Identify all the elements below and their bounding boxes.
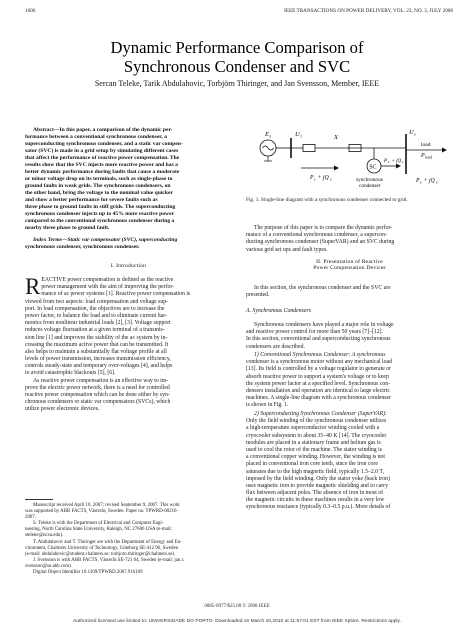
abstract-line: synchronous condenser injects up to 45% more reactive power bbox=[25, 211, 175, 217]
superconducting-sc-line: modules are placed in a stationary frame and helium gas is bbox=[246, 439, 381, 446]
abstract-line: and show a better performance for severe faults such as bbox=[25, 197, 158, 203]
conventional-sc-line: condenser is a synchronous motor without any mechanical load bbox=[246, 359, 392, 366]
section-heading-introduction: I. Introduction bbox=[110, 263, 147, 269]
conventional-sc-text bbox=[246, 352, 453, 410]
introduction-text bbox=[25, 274, 232, 414]
superconducting-sc-line: saturates due to the high magnetic field, typically 1.5–2.0 T, bbox=[246, 468, 384, 475]
subsection-a-line: In this section, conventional and superconducting synchronous bbox=[246, 336, 391, 343]
footnote-line: vironment, Chalmers University of Technology, Göteborg SE-412 96, Sweden bbox=[25, 545, 179, 551]
label-u1-sub: 1 bbox=[300, 133, 303, 139]
abstract-line: formance between a conventional synchronous condenser, a bbox=[25, 134, 167, 140]
authors: Sercan Teleke, Tarik Abdulahovic, Torbjörn Thiringer, and Jan Svensson, Member, IEEE bbox=[94, 79, 380, 88]
label-es: E bbox=[265, 131, 269, 138]
copyright-line: 0885-8977/$25.00 © 2008 IEEE bbox=[204, 604, 270, 609]
paper-title bbox=[20, 38, 454, 76]
footnote-line: Digital Object Identifier 10.1109/TPWRD.2007.916109 bbox=[33, 570, 143, 576]
label-sc: SC bbox=[369, 164, 377, 171]
intro-line: port. In load compensation, the objectives are to increase the bbox=[25, 305, 165, 312]
label-ps-load: P bbox=[416, 178, 420, 184]
label-pc-sub: c bbox=[388, 160, 390, 164]
superconducting-sc-line: a high-temperature superconductor winding cooled with a bbox=[246, 425, 380, 432]
section-2-heading-line: Power Compensation Devices bbox=[313, 265, 386, 271]
label-pload: P bbox=[421, 153, 425, 159]
purpose-paragraph bbox=[246, 225, 453, 254]
intro-line: power factor, to balance the load and to eliminate current har- bbox=[25, 312, 167, 319]
label-pload-sub: load bbox=[425, 154, 433, 160]
superconducting-sc-line: synchronous reactance (typically 0.3–0.5 p.u.). More details of bbox=[246, 504, 391, 511]
abstract-line: ground faults in weak grids. The synchronous condensers, on bbox=[25, 183, 171, 189]
intro-line: creasing the maximum active power that can be transmitted. It bbox=[25, 341, 169, 348]
superconducting-sc-line: the magnetic circuits in these machines results in a very low bbox=[246, 497, 385, 504]
intro-line: mance of ac power systems [1]. Reactive power compensation is bbox=[41, 291, 191, 298]
purpose-line: mance of a conventional synchronous condenser, a supercon- bbox=[246, 232, 387, 239]
section-heading-presentation bbox=[246, 259, 453, 271]
intro-line: sion line [1] and improves the stability of the ac system by in- bbox=[25, 334, 168, 341]
purpose-line: various grid set ups and fault types. bbox=[246, 246, 328, 253]
footnote-line: J. Svensson is with ABB FACTS, Västerås SE-721 64, Sweden (e-mail: jan.r. bbox=[33, 557, 185, 563]
footnote-line: T. Abdulahovic and T. Thiringer are with the Department of Energy and En- bbox=[33, 539, 182, 545]
intro-line: reduces voltage fluctuation at a given terminal of a transmis- bbox=[25, 327, 165, 334]
abstract-line: better dynamic performance during faults that cause a moderate bbox=[25, 169, 180, 175]
superconducting-sc-line: Only the field winding of the synchronous condenser utilizes bbox=[246, 418, 387, 425]
label-ps-sub: s bbox=[314, 177, 316, 182]
section-2-text bbox=[246, 285, 453, 299]
intro-line: also helps to maintain a substantially flat voltage profile at all bbox=[25, 348, 167, 355]
label-us: U bbox=[409, 129, 414, 136]
figure-1-diagram bbox=[246, 124, 454, 196]
footnotes bbox=[25, 503, 232, 576]
abstract bbox=[25, 127, 232, 232]
abstract-line: or minor voltage drop on its terminals, such as single-phase to bbox=[25, 176, 173, 182]
label-load: load bbox=[421, 142, 431, 148]
intro-line: As reactive power compensation is an effective way to im- bbox=[33, 377, 169, 384]
label-ps: P bbox=[310, 175, 314, 181]
abstract-line: superconducting synchronous condenser, and a static var compen- bbox=[25, 141, 183, 147]
label-x: X bbox=[334, 134, 338, 141]
index-terms-line: Index Terms—Static var compensator (SVC), superconducting bbox=[33, 237, 178, 243]
abstract-line: nearby three phase to ground fault. bbox=[25, 225, 110, 231]
footnote-line: (e-mail: abdulahovic@student.chalmers.se; torbjorn.thiringer@chalmers.se). bbox=[25, 551, 176, 557]
section-2-line: In this section, the synchronous condenser and the SVC are bbox=[254, 285, 391, 291]
title-line-2: Synchronous Condenser and SVC bbox=[123, 57, 351, 76]
intro-line: EACTIVE power compensation is defined as the reactive bbox=[41, 277, 174, 283]
abstract-line: compared to the conventional synchronous condenser during a bbox=[25, 218, 175, 224]
abstract-line: Abstract—In this paper, a comparison of the dynamic per- bbox=[33, 127, 173, 133]
abstract-line: three phase to ground faults in stiff grids. The superconducting bbox=[25, 204, 176, 210]
superconducting-sc-line: imposed by the field winding. Only the stator yoke (back iron) bbox=[246, 475, 390, 482]
conventional-sc-line: is shown in Fig. 1. bbox=[246, 402, 289, 409]
section-2-line: presented. bbox=[246, 292, 270, 299]
license-line: Authorized licensed use limited to: UNIVERSIDADE DO PORTO. Downloaded on March 10,2010 at 11:57:01 EST from IEEE Xplore. Restrictions apply. bbox=[73, 619, 401, 624]
ps-arrow-icon bbox=[334, 166, 339, 171]
superconducting-sc-line: 2) Superconducting Synchronous Condenser (SuperVAR): bbox=[254, 411, 387, 417]
abstract-line: sator (SVC) is made in a grid setup by simulating different cases bbox=[25, 148, 179, 154]
superconducting-sc-line: uses magnetic iron to provide magnetic shielding and to carry bbox=[246, 482, 388, 489]
footnote-line: steleke@ncsu.edu). bbox=[25, 533, 64, 539]
label-ps-rest: + jQ bbox=[317, 175, 329, 181]
footnote-line: S. Teleke is with the Department of Electrical and Computer Engi- bbox=[33, 521, 164, 527]
intro-line: levels of power transmission, increases transmission efficiency, bbox=[25, 356, 171, 363]
superconducting-sc-line: used to cool the rotor of the machine. The stator winding is bbox=[246, 446, 382, 453]
reactance-1 bbox=[303, 145, 315, 152]
subsection-a-line: and reactive power control for more than 50 years [7]–[12]. bbox=[246, 329, 383, 336]
footnote-line: neering, North Carolina State University, Raleigh, NC 27606 USA (e-mail: bbox=[25, 527, 172, 533]
conventional-sc-line: absorb reactive power to support a system's voltage or to keep bbox=[246, 373, 389, 380]
index-terms-line: synchronous condenser, synchronous condenser. bbox=[25, 244, 140, 250]
superconducting-sc-line: flux between adjacent poles. The absence of iron in most of bbox=[246, 490, 384, 497]
superconducting-sc-line: cryocooler subsystem to about 35–40 K [14]. The cryocooler bbox=[246, 432, 387, 439]
section-2-heading-line: II. Presentation of Reactive bbox=[316, 259, 383, 265]
subsection-a-line: condensers are described. bbox=[246, 343, 305, 350]
page-number: 1606 bbox=[25, 8, 36, 14]
pc-arrow-icon bbox=[396, 164, 401, 169]
label-us-sub: s bbox=[414, 131, 416, 137]
abstract-line: results show that the SVC injects more reactive power and has a bbox=[25, 162, 178, 168]
purpose-line: The purpose of this paper is to compare the dynamic perfor- bbox=[254, 225, 393, 231]
superconducting-sc-line: a conventional copper winding. However, the winding is not bbox=[246, 454, 386, 461]
label-es-sub: s bbox=[269, 133, 272, 139]
intro-line: prove the electric power network, there is a need for controlled bbox=[25, 384, 170, 391]
label-sc-2: condenser bbox=[359, 183, 381, 189]
footnote-line: 2007. bbox=[25, 515, 37, 521]
conventional-sc-line: densers installation and operation are identical to large electric bbox=[246, 387, 390, 394]
load-arrow-icon bbox=[442, 148, 447, 153]
label-ps-load-sub: s bbox=[420, 180, 422, 185]
conventional-sc-line: 1) Conventional Synchronous Condenser: A synchronous bbox=[254, 352, 386, 358]
intro-line: chronous condensers or static var compensators (SVCs), which bbox=[25, 399, 171, 406]
label-pc-rest: + jQ bbox=[391, 159, 402, 164]
label-ps-load-rest: + jQ bbox=[423, 178, 435, 184]
label-ps-rest-sub: s bbox=[330, 177, 332, 182]
abstract-line: the other hand, bring the voltage to the nominal value quicker bbox=[25, 190, 173, 196]
subsection-a-line: Synchronous condensers have played a major role in voltage bbox=[254, 322, 394, 328]
intro-line: viewed from two aspects: load compensation and voltage sup- bbox=[25, 298, 169, 305]
label-ps-load-rest-sub: s bbox=[436, 180, 438, 185]
label-pc: P bbox=[384, 159, 388, 164]
superconducting-sc-text bbox=[246, 411, 453, 512]
conventional-sc-line: machines. A single-line diagram with a synchronous condenser bbox=[246, 395, 391, 402]
subsection-a-text bbox=[246, 322, 453, 351]
intro-line: to avoid catastrophic blackouts [5], [6]. bbox=[25, 370, 116, 377]
footnote-line: was supported by ABB FACTS, Västerås, Sweden. Paper no. TPWRD-00216- bbox=[25, 509, 179, 515]
abstract-line: that affect the performance of reactive power compensation. The bbox=[25, 155, 180, 161]
purpose-line: ducting synchronous condenser (SuperVAR) and an SVC during bbox=[246, 239, 395, 246]
conventional-sc-line: [13]. Its field is controlled by a voltage regulator to generate or bbox=[246, 366, 391, 373]
intro-line: controls steady-state and temporary over-voltages [4], and helps bbox=[25, 363, 173, 370]
footnote-rule bbox=[25, 499, 53, 500]
ac-source-icon bbox=[260, 140, 276, 161]
label-u1: U bbox=[295, 131, 300, 138]
drop-cap: R bbox=[25, 274, 41, 299]
conventional-sc-line: the system power factor at a specified level. Synchronous con- bbox=[246, 380, 391, 387]
intro-line: monics from nonlinear industrial loads [2], [3]. Voltage support bbox=[25, 320, 171, 327]
figure-1-caption: Fig. 1. Single-line diagram with a synchronous condenser connected to grid. bbox=[246, 197, 408, 203]
intro-line: utilize power electronic devices. bbox=[25, 406, 100, 413]
title-line-1: Dynamic Performance Comparison of bbox=[110, 38, 364, 57]
label-sc-1: synchronous bbox=[356, 177, 383, 183]
journal-header: IEEE TRANSACTIONS ON POWER DELIVERY, VOL. 23, NO. 3, JULY 2008 bbox=[284, 8, 453, 14]
intro-line: reactive power compensation which can be done either by syn- bbox=[25, 392, 170, 398]
label-pc-rest-sub: c bbox=[402, 160, 404, 164]
footnote-line: Manuscript received April 16, 2007; revised September 9, 2007. This work bbox=[33, 503, 180, 508]
subsection-a-heading: A. Synchronous Condensers bbox=[246, 308, 311, 314]
intro-line: power management with the aim of improving the perfor- bbox=[41, 284, 175, 291]
superconducting-sc-line: placed in conventional iron core teeth, since the iron core bbox=[246, 461, 378, 468]
footnote-line: svensson@se.abb.com). bbox=[25, 563, 73, 569]
index-terms bbox=[25, 237, 232, 251]
